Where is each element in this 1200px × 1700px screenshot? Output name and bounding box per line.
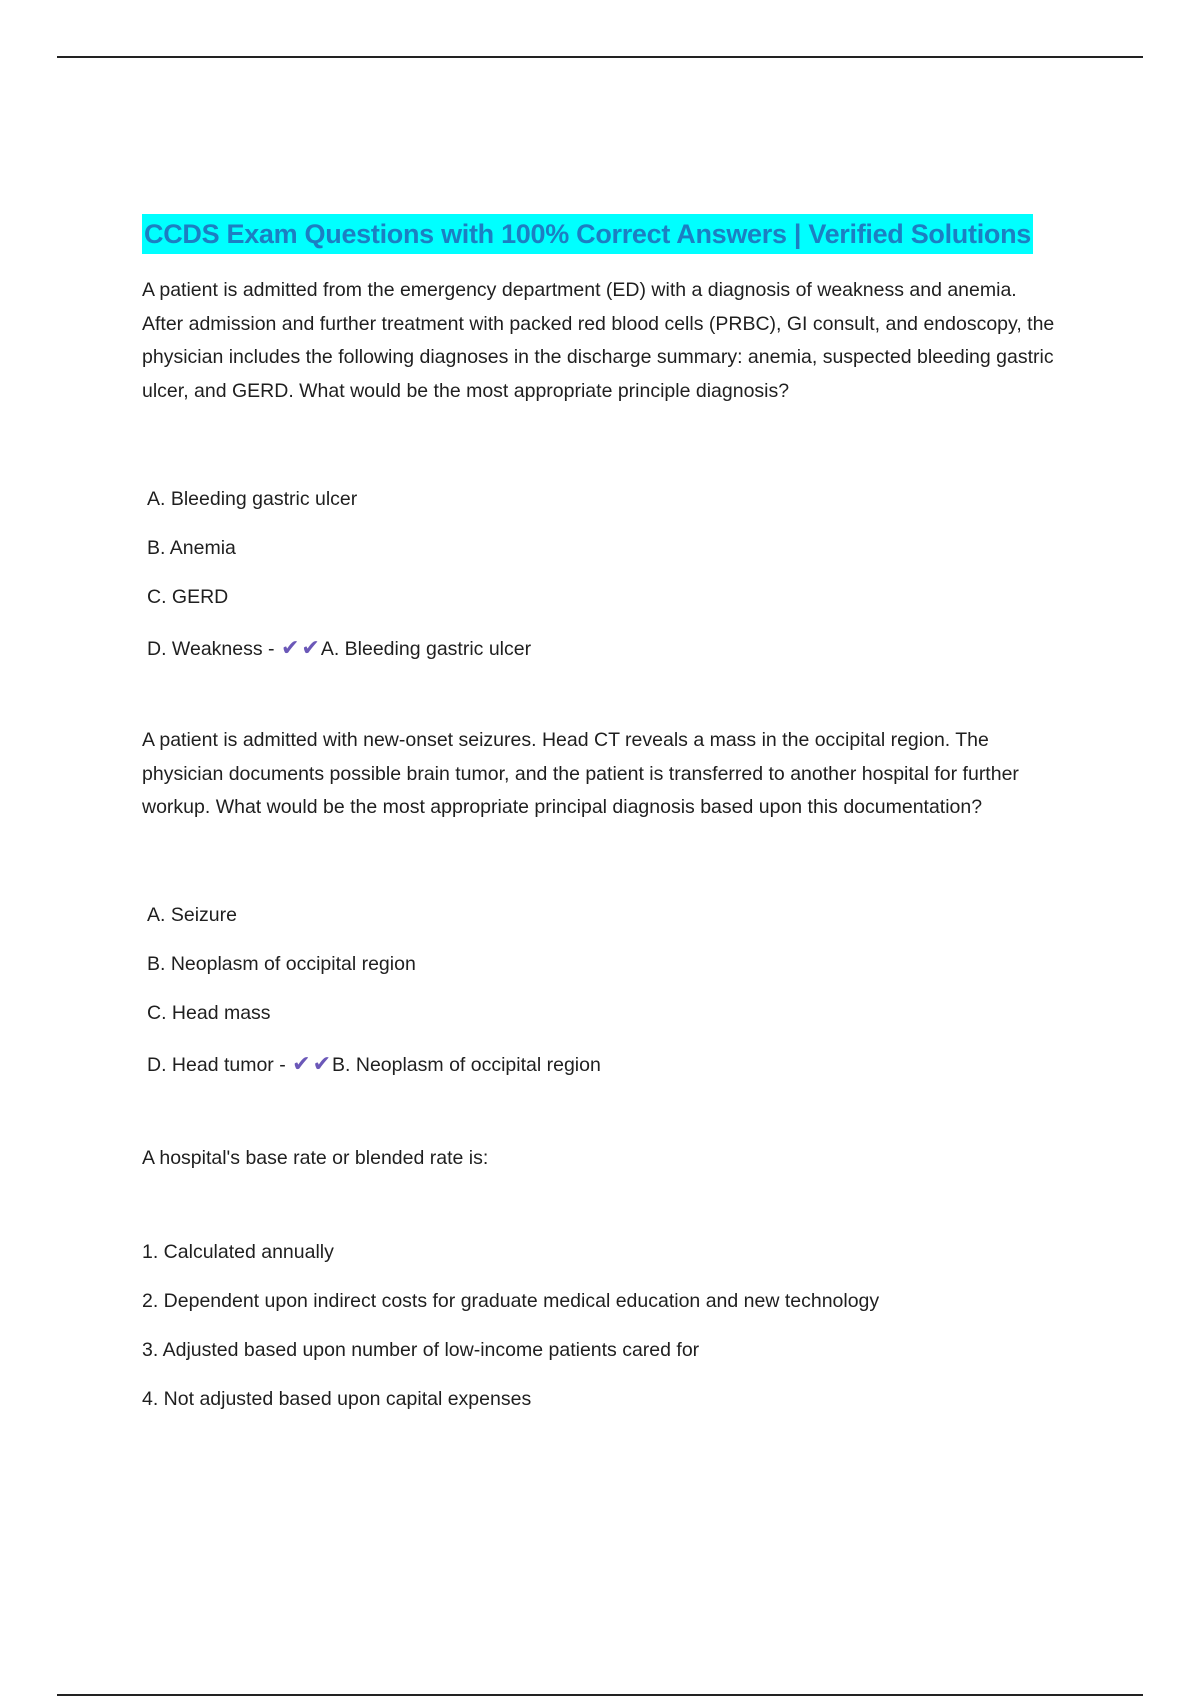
document-title: CCDS Exam Questions with 100% Correct Answers | Verified Solutions [142,214,1033,254]
checkmark-icon: ✔ [301,635,320,660]
question-1-option-a: A. Bleeding gastric ulcer [147,488,358,510]
footer-rule [57,1694,1143,1696]
question-2-option-d-label: D. Head tumor - [147,1053,286,1076]
question-1-answer: A. Bleeding gastric ulcer [320,638,532,660]
question-2-option-c: C. Head mass [147,1001,271,1024]
question-1-options [142,486,1062,661]
question-2-answer: B. Neoplasm of occipital region [332,1053,601,1076]
question-1-option-b: B. Anemia [147,537,236,559]
question-2-option-d [142,1051,1062,1077]
question-2-option-a: A. Seizure [147,903,237,926]
question-1-option-d [142,635,1062,661]
document-body [142,214,1062,1412]
checkmark-icon: ✔ [280,635,300,660]
header-rule [57,56,1143,58]
question-3-option-4: 4. Not adjusted based upon capital expenses [142,1388,532,1410]
question-2-text: A patient is admitted with new-onset seizures. Head CT reveals a mass in the occipital region. The physician documents possible brain tumor, and the patient is transferred to another hospital for further workup. What would be the most appropriate principal diagnosis based upon this documentation? [142,729,1019,818]
checkmark-icon: ✔ [312,1050,332,1076]
question-1-text: A patient is admitted from the emergency department (ED) with a diagnosis of weakness and anemia. After admission and further treatment with packed red blood cells (PRBC), GI consult, and endoscopy, the physician includes the following diagnoses in the discharge summary: anemia, suspected bleeding gastric ulcer, and GERD. What would be the most appropriate principle diagnosis? [142,279,1055,402]
question-1-option-d-label: D. Weakness - [147,638,275,660]
question-3-options [142,1239,1062,1412]
question-2-options [142,902,1062,1077]
question-3-option-3: 3. Adjusted based upon number of low-income patients cared for [142,1339,700,1361]
question-3-text: A hospital's base rate or blended rate is: [142,1146,489,1169]
question-3-option-2: 2. Dependent upon indirect costs for graduate medical education and new technology [142,1290,880,1312]
question-1-option-c: C. GERD [147,586,229,608]
question-3-option-1: 1. Calculated annually [142,1241,334,1263]
question-2-option-b: B. Neoplasm of occipital region [147,952,416,975]
checkmark-icon: ✔ [292,1050,311,1076]
